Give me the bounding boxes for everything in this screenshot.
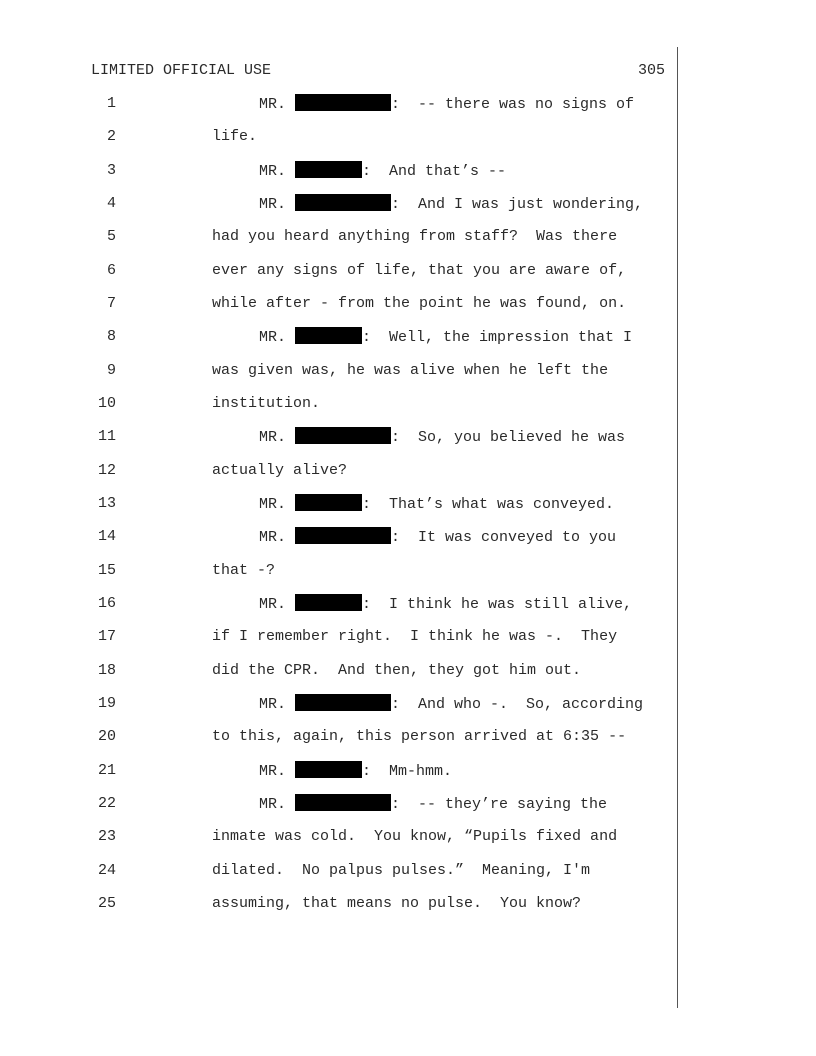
redaction-box <box>295 761 362 778</box>
speaker-line <box>259 527 616 548</box>
speaker-prefix: MR. <box>259 696 296 713</box>
transcript-line <box>0 761 676 781</box>
continuation-text: to this, again, this person arrived at 6:35 -- <box>212 728 627 745</box>
speaker-text: : That’s what was conveyed. <box>362 496 615 513</box>
line-number: 19 <box>97 695 116 712</box>
continuation-text: institution. <box>212 395 321 412</box>
transcript-line <box>0 294 676 314</box>
continuation-text: did the CPR. And then, they got him out. <box>212 662 582 679</box>
line-number: 6 <box>106 262 116 279</box>
speaker-text: : So, you believed he was <box>391 429 626 446</box>
speaker-text: : And I was just wondering, <box>391 196 644 213</box>
transcript-line <box>0 427 676 447</box>
speaker-prefix: MR. <box>259 796 296 813</box>
transcript-line <box>0 527 676 547</box>
continuation-text: that -? <box>212 562 276 579</box>
transcript-line <box>0 161 676 181</box>
transcript-line <box>0 227 676 247</box>
line-number: 17 <box>97 628 116 645</box>
speaker-line <box>259 761 452 782</box>
continuation-text: life. <box>212 128 258 145</box>
line-number: 15 <box>97 562 116 579</box>
line-number: 9 <box>106 362 116 379</box>
right-margin-rule <box>677 47 678 1008</box>
redaction-box <box>295 161 362 178</box>
redaction-box <box>295 427 391 444</box>
speaker-line <box>259 194 643 215</box>
speaker-prefix: MR. <box>259 596 296 613</box>
speaker-text: : Mm-hmm. <box>362 763 453 780</box>
redaction-box <box>295 594 362 611</box>
redaction-box <box>295 327 362 344</box>
speaker-prefix: MR. <box>259 496 296 513</box>
speaker-text: : And that’s -- <box>362 163 507 180</box>
speaker-text: : -- they’re saying the <box>391 796 608 813</box>
line-number: 10 <box>97 395 116 412</box>
line-number: 24 <box>97 862 116 879</box>
transcript-line <box>0 727 676 747</box>
speaker-line <box>259 327 632 348</box>
speaker-text: : I think he was still alive, <box>362 596 633 613</box>
redaction-box <box>295 527 391 544</box>
redaction-box <box>295 94 391 111</box>
speaker-line <box>259 427 625 448</box>
line-number: 20 <box>97 728 116 745</box>
transcript-line <box>0 894 676 914</box>
continuation-text: inmate was cold. You know, “Pupils fixed and <box>212 828 618 845</box>
transcript-line <box>0 661 676 681</box>
speaker-prefix: MR. <box>259 196 296 213</box>
page-number: 305 <box>638 62 666 79</box>
transcript-line <box>0 494 676 514</box>
redaction-box <box>295 694 391 711</box>
transcript-line <box>0 694 676 714</box>
classification-header: LIMITED OFFICIAL USE <box>91 62 272 79</box>
redaction-box <box>295 794 391 811</box>
line-number: 8 <box>106 328 116 345</box>
line-number: 12 <box>97 462 116 479</box>
line-number: 25 <box>97 895 116 912</box>
transcript-line <box>0 361 676 381</box>
transcript-line <box>0 861 676 881</box>
transcript-line <box>0 627 676 647</box>
line-number: 22 <box>97 795 116 812</box>
continuation-text: actually alive? <box>212 462 348 479</box>
speaker-text: : And who -. So, according <box>391 696 644 713</box>
speaker-prefix: MR. <box>259 429 296 446</box>
line-number: 18 <box>97 662 116 679</box>
speaker-line <box>259 794 607 815</box>
redaction-box <box>295 194 391 211</box>
continuation-text: had you heard anything from staff? Was there <box>212 228 618 245</box>
speaker-prefix: MR. <box>259 329 296 346</box>
line-number: 3 <box>106 162 116 179</box>
transcript-line <box>0 561 676 581</box>
line-number: 2 <box>106 128 116 145</box>
line-number: 21 <box>97 762 116 779</box>
continuation-text: dilated. No palpus pulses.” Meaning, I'm <box>212 862 591 879</box>
line-number: 11 <box>97 428 116 445</box>
speaker-prefix: MR. <box>259 163 296 180</box>
transcript-line <box>0 461 676 481</box>
continuation-text: while after - from the point he was found, on. <box>212 295 627 312</box>
transcript-line <box>0 261 676 281</box>
transcript-line <box>0 394 676 414</box>
line-number: 1 <box>106 95 116 112</box>
line-number: 4 <box>106 195 116 212</box>
line-number: 14 <box>97 528 116 545</box>
continuation-text: if I remember right. I think he was -. They <box>212 628 618 645</box>
speaker-text: : -- there was no signs of <box>391 96 635 113</box>
line-number: 16 <box>97 595 116 612</box>
line-number: 5 <box>106 228 116 245</box>
line-number: 23 <box>97 828 116 845</box>
speaker-prefix: MR. <box>259 96 296 113</box>
speaker-line <box>259 594 632 615</box>
speaker-prefix: MR. <box>259 763 296 780</box>
line-number: 13 <box>97 495 116 512</box>
speaker-line <box>259 161 506 182</box>
continuation-text: ever any signs of life, that you are aware of, <box>212 262 627 279</box>
transcript-line <box>0 327 676 347</box>
transcript-line <box>0 194 676 214</box>
continuation-text: assuming, that means no pulse. You know? <box>212 895 582 912</box>
speaker-line <box>259 494 614 515</box>
redaction-box <box>295 494 362 511</box>
transcript-line <box>0 127 676 147</box>
speaker-line <box>259 694 643 715</box>
speaker-text: : Well, the impression that I <box>362 329 633 346</box>
speaker-prefix: MR. <box>259 529 296 546</box>
transcript-line <box>0 594 676 614</box>
line-number: 7 <box>106 295 116 312</box>
continuation-text: was given was, he was alive when he left the <box>212 362 609 379</box>
speaker-line <box>259 94 634 115</box>
transcript-line <box>0 794 676 814</box>
transcript-line <box>0 827 676 847</box>
transcript-line <box>0 94 676 114</box>
speaker-text: : It was conveyed to you <box>391 529 617 546</box>
